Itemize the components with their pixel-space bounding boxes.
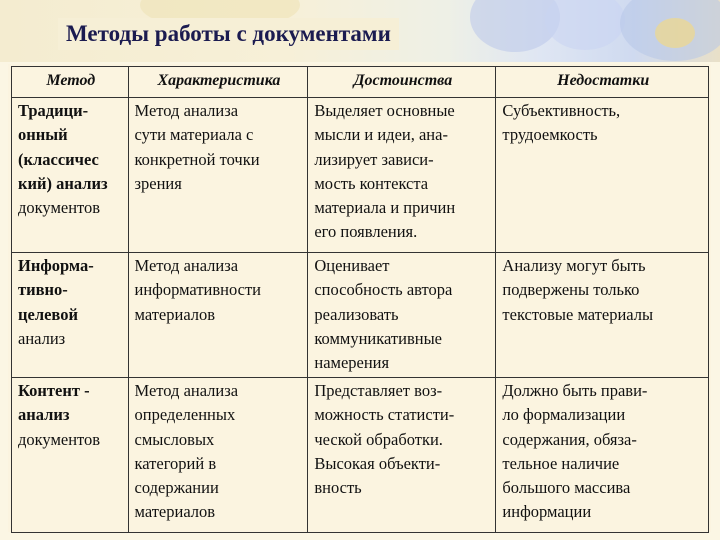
advantages-cell <box>308 253 496 378</box>
characteristic-cell-line: материалов <box>134 304 216 324</box>
methods-table <box>11 66 709 533</box>
slide-title: Методы работы с документами <box>66 21 391 46</box>
method-cell <box>12 98 129 253</box>
method-cell <box>12 378 129 533</box>
method-name-line: онный <box>18 125 68 145</box>
disadvantages-cell-line: Субъективность, <box>502 101 621 120</box>
method-cell <box>12 253 129 378</box>
characteristic-cell-line: категорий в <box>134 453 217 473</box>
method-name-line: целевой <box>18 304 78 324</box>
characteristic-cell-line: материалов <box>134 502 216 522</box>
characteristic-cell-line: Метод анализа <box>134 381 239 400</box>
advantages-cell-line: мость контекста <box>314 173 429 193</box>
characteristic-cell-line: определенных <box>134 405 236 425</box>
header-advantages: Достоинства <box>308 67 496 98</box>
disadvantages-cell-line: трудоемкость <box>502 125 598 145</box>
advantages-cell-line: можность статисти- <box>314 405 455 425</box>
header-row <box>12 67 709 98</box>
advantages-cell-line: ческой обработки. <box>314 429 443 449</box>
disadvantages-cell-line: Анализу могут быть <box>502 256 646 275</box>
method-name-line: документов <box>18 429 101 449</box>
characteristic-cell-line: содержании <box>134 478 219 498</box>
advantages-cell-line: способность автора <box>314 280 453 300</box>
advantages-cell-line: намерения <box>314 353 390 373</box>
disadvantages-cell-line: содержания, обяза- <box>502 429 637 449</box>
flower-decoration <box>655 18 695 48</box>
characteristic-cell-line: Метод анализа <box>134 101 239 120</box>
disadvantages-cell <box>496 378 709 533</box>
advantages-cell-line: Высокая объекти- <box>314 453 441 473</box>
characteristic-cell <box>128 378 308 533</box>
disadvantages-cell-line: Должно быть прави- <box>502 381 648 400</box>
disadvantages-cell-line: ло формализации <box>502 405 626 425</box>
advantages-cell-line: мысли и идеи, ана- <box>314 125 448 145</box>
characteristic-cell <box>128 253 308 378</box>
advantages-cell-line: реализовать <box>314 304 399 324</box>
header-disadvantages: Недостатки <box>496 67 709 98</box>
advantages-cell-line: Оценивает <box>314 256 390 275</box>
header-characteristic: Характеристика <box>128 67 308 98</box>
characteristic-cell-line: конкретной точки <box>134 149 260 169</box>
advantages-cell-line: Выделяет основные <box>314 101 455 120</box>
disadvantages-cell <box>496 98 709 253</box>
table-row <box>12 378 709 533</box>
disadvantages-cell-line: тельное наличие <box>502 453 620 473</box>
advantages-cell-line: его появления. <box>314 222 418 242</box>
method-name-line: тивно- <box>18 280 68 300</box>
method-name-line: кий) анализ <box>18 173 108 193</box>
method-name-line: (классичес <box>18 149 99 169</box>
advantages-cell-line: лизирует зависи- <box>314 149 434 169</box>
table-row <box>12 253 709 378</box>
method-name-line: документов <box>18 198 101 218</box>
flower-decoration <box>545 0 625 50</box>
header-method: Метод <box>12 67 129 98</box>
advantages-cell <box>308 378 496 533</box>
table-row <box>12 98 709 253</box>
method-name-line: анализ <box>18 405 70 425</box>
method-name-line: анализ <box>18 328 66 348</box>
characteristic-cell-line: сути материала с <box>134 125 254 145</box>
disadvantages-cell-line: большого массива <box>502 478 631 498</box>
advantages-cell-line: вность <box>314 478 362 498</box>
disadvantages-cell-line: текстовые материалы <box>502 304 654 324</box>
characteristic-cell <box>128 98 308 253</box>
characteristic-cell-line: зрения <box>134 173 182 193</box>
advantages-cell <box>308 98 496 253</box>
advantages-cell-line: коммуникативные <box>314 328 443 348</box>
characteristic-cell-line: смысловых <box>134 429 215 449</box>
disadvantages-cell <box>496 253 709 378</box>
characteristic-cell-line: информативности <box>134 280 262 300</box>
method-name-line: Контент - <box>18 381 90 400</box>
title-box <box>58 18 399 50</box>
disadvantages-cell-line: информации <box>502 502 592 522</box>
disadvantages-cell-line: подвержены только <box>502 280 640 300</box>
method-name-line: Информа- <box>18 256 94 275</box>
advantages-cell-line: Представляет воз- <box>314 381 443 400</box>
method-name-line: Традици- <box>18 101 89 120</box>
characteristic-cell-line: Метод анализа <box>134 256 239 275</box>
advantages-cell-line: материала и причин <box>314 198 456 218</box>
